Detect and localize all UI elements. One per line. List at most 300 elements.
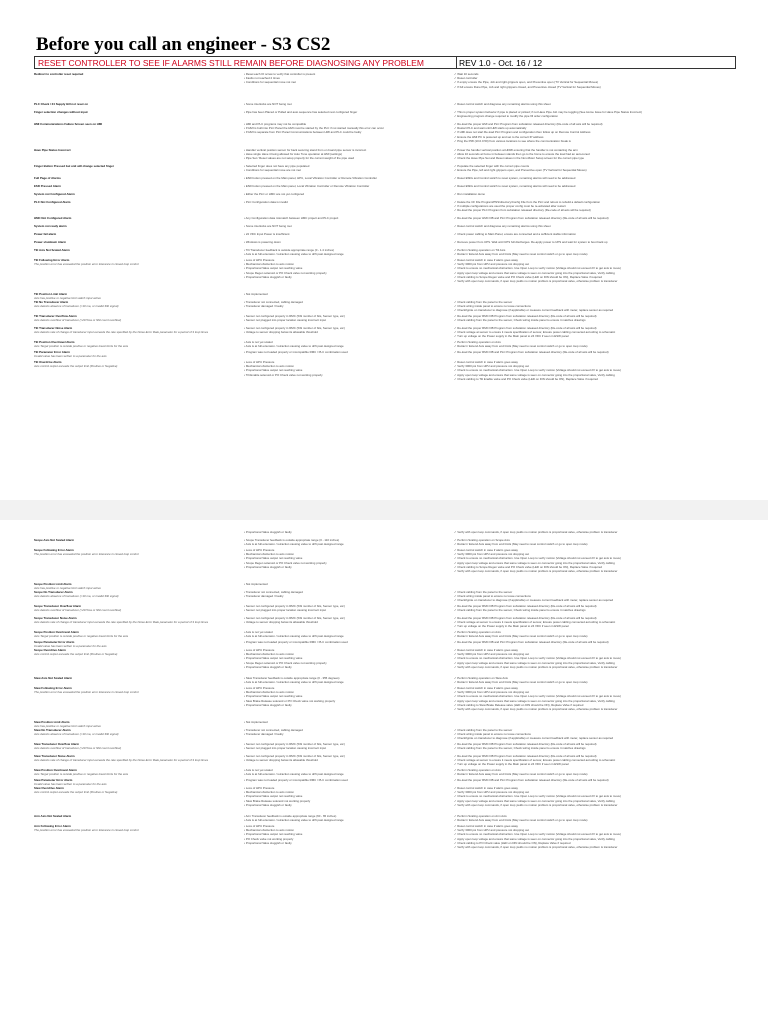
probable-cause-cell (244, 240, 454, 248)
probable-cause-cell (244, 720, 454, 728)
probable-cause-cell (244, 728, 454, 742)
action-line: ✓ Re-load the proper RMC DB and PLC Program from substation released directory (Re-code of all axis will be required) (454, 640, 609, 644)
alarm-name: Tilt Position Limit Alarm (34, 292, 68, 296)
cause-line: • Mechanical obstruction to axis motion (244, 262, 295, 267)
action-line: ✓ Check cabling from the panel to the sensor (454, 300, 513, 304)
alarm-description: Axis has positive or negative limit switch input active (34, 586, 101, 590)
probable-cause-cell (244, 754, 454, 768)
alarm-name: Scope Axis Not Scaled Alarm (34, 538, 75, 542)
alarm-row (34, 530, 734, 538)
alarm-name: Slew Following Error Alarm (34, 686, 72, 690)
action-line: ✓ Re-load the proper RMC DB and PLC Program from substation released directory (Re-code of all axis will be required) (454, 778, 609, 782)
cause-line: • Proportional Valve sluggish or faulty (244, 564, 292, 569)
alarm-name-cell (34, 786, 244, 814)
alarm-description: Axis control output exceeds the output limit (Positive or Negative) (34, 652, 118, 657)
alarm-name: Tilt Parameter Error Alarm (34, 350, 70, 354)
cause-line: • Pipe Set / Reset values are not setup properly for the current weight of the pipe used (244, 156, 355, 161)
document-page-2 (0, 520, 768, 1024)
cause-line: • Loss of HPU Pressure (244, 786, 275, 790)
corrective-action-cell (454, 786, 734, 814)
cause-line: • Slew Brake Release solenoid or PO Check valve not working properly (244, 698, 336, 703)
action-line: ✓ Ping the PMI (10.0.0.50) from various locations to see where the communication break is (454, 138, 571, 143)
probable-cause-cell (244, 630, 454, 640)
action-line: ✓ Verify 3000 psi from HPU and pressure not dropping out (454, 364, 530, 369)
cause-line: • Slew Transducer feedback is outside appropriate range (0 - 355 degrees) (244, 676, 340, 680)
cause-line: • Mechanical obstruction to axis motion (244, 690, 295, 695)
probable-cause-cell (244, 200, 454, 216)
corrective-action-cell (454, 604, 734, 616)
probable-cause-cell (244, 192, 454, 200)
action-line: ✓ Re-load the proper HMI and PLC Program from substation released directory (Re-code of all axis will be required) (454, 122, 603, 126)
action-line: ✓ Apply open loop voltage and ensure that same voltage is seen on connector going into the proportional valve, Verify cabling (454, 560, 615, 565)
corrective-action-cell (454, 314, 734, 326)
action-line: ✓ Check wiring inside panel to ensure no loose connections (454, 304, 531, 309)
alarm-description: Invalid value has been written to a parameter for the axis (34, 354, 107, 359)
cause-line: • Transducer damaged / Faulty (244, 594, 284, 599)
probable-cause-cell (244, 786, 454, 814)
corrective-action-cell (454, 360, 734, 384)
action-line: ✓ Re-load the proper RMC DB Program from substation released directory (Re-code of all axis will be required) (454, 616, 597, 620)
alarm-name: Power shutdown Alarm (34, 240, 67, 244)
corrective-action-cell (454, 630, 734, 640)
action-line: ✓ Perform Scaling operation on Slew Axis (454, 676, 508, 680)
cause-line: • Proportional Valve sluggish or faulty (244, 802, 292, 807)
troubleshooting-table-continued (34, 530, 734, 858)
action-line: ✓ If multiple configurations are used the proper config must be re-activated after restart (454, 204, 566, 209)
alarm-row (34, 742, 734, 754)
probable-cause-cell (244, 292, 454, 300)
action-line: ✓ Retract / Extend Axis away from end limits (May need to reset control switch or go to open loop mode) (454, 542, 588, 547)
alarm-name-cell (34, 350, 244, 360)
action-line: ✓ Verify 3000 psi from HPU and pressure not dropping out (454, 552, 530, 557)
corrective-action-cell (454, 530, 734, 538)
alarm-name-cell (34, 326, 244, 340)
cause-line: • Proportional Valve output not reaching valve (244, 832, 303, 837)
action-line: ✓ If full ensure Rune Pipe, Job and right grippers closed, and Preventive closed (TV Vertical for Sequential Moves) (454, 84, 601, 89)
action-line: ✓ If HMI does not start Re-load PLC Program and configuration then follow up on Remote Control Address (454, 130, 591, 135)
action-line: ✓ Check cabling to Scope Regen valve and PO Check valve (LED on DIN should be ON), Replace Valve if required (454, 564, 602, 569)
cause-line: • Sensor not configured properly in RMC (SSI number of bits, Sensor type, etc) (244, 604, 345, 608)
action-line: ✓ Check wiring inside panel to ensure no loose connections (454, 594, 531, 599)
action-line: ✓ Check to ensure no mechanical obstruction. Use Open Loop to verify motion (Voltage should not exceed 2V to get axis to move) (454, 794, 621, 799)
action-line: ✓ Check cabling from the panel to the sensor (454, 590, 513, 594)
action-line: ✓ Perform Scaling operation on Tilt Axis (454, 248, 506, 252)
probable-cause-cell (244, 676, 454, 686)
alarm-row (34, 184, 734, 192)
cause-line: • Scope Regen solenoid or PO Check valve not working properly (244, 560, 327, 565)
corrective-action-cell (454, 582, 734, 590)
corrective-action-cell (454, 176, 734, 184)
alarm-name: Finger selection changes without input (34, 110, 88, 114)
cause-line: • Scope Regen solenoid or PO Check valve not working properly (244, 270, 327, 275)
action-line: ✓ Check power cabling to Main Panel, ensure are connected and a sufficient stable information (454, 232, 576, 236)
alarm-description: Axis Target position is outside positive or negative travel limits for the axis (34, 772, 129, 777)
alarm-name: Scope Position Limit Alarm (34, 582, 72, 586)
corrective-action-cell (454, 184, 734, 192)
probable-cause-cell (244, 648, 454, 676)
corrective-action-cell (454, 720, 734, 728)
probable-cause-cell (244, 122, 454, 148)
probable-cause-cell (244, 768, 454, 778)
alarm-row (34, 200, 734, 216)
alarm-name: Power fail alarm (34, 232, 57, 236)
action-line: ✓ Verify with open loop commands, if open loop yields no motion problem is proportional valve, otherwise problem is transducer (454, 664, 618, 669)
cause-line: • Voltage to sensor dropping below its allowable threshold (244, 758, 318, 763)
alarm-description: Axis detects overflow of transducer (>20.5ma or SSI count overflow) (34, 608, 122, 613)
probable-cause-cell (244, 814, 454, 824)
cause-line: • Either the PLC or HMC are not yet configured (244, 192, 305, 196)
alarm-name-cell (34, 110, 244, 122)
cause-line: • Sensor not configured properly in RMC (SSI number of bits, Sensor type, etc) (244, 314, 345, 318)
corrective-action-cell (454, 538, 734, 548)
alarm-description: Invalid value has been written to a parameter for the axis (34, 782, 107, 786)
alarm-row (34, 292, 734, 300)
action-line: ✓ Verify with open loop commands, if open loop yields no motion problem is proportional valve, otherwise problem is transducer (454, 279, 618, 284)
alarm-description: Axis Target position is outside positive or negative travel limits for the axis (34, 344, 129, 349)
cause-line: • Windows is powering down (244, 240, 281, 244)
alarm-name-cell (34, 630, 244, 640)
cause-line: • Loss of HPU Pressure (244, 648, 275, 652)
alarm-name-cell (34, 768, 244, 778)
cause-line: • Voltage to sensor dropping below its allowable threshold (244, 330, 318, 335)
action-line: ✓ Re-load the proper RMC DB Program from substation released directory (Re-code of all axis will be required) (454, 754, 597, 758)
alarm-name: Tilt No Transducer Alarm (34, 300, 69, 304)
alarm-description: Axis detects absence of transducer (<10 ma, or invalid SSI signal) (34, 732, 119, 737)
alarm-name: Slew Overdrive Alarm (34, 786, 64, 790)
corrective-action-cell (454, 192, 734, 200)
cause-line: • Program was not loaded properly or incompatible RMC / PLC combination used (244, 640, 348, 644)
cause-line: • Loss of HPU Pressure (244, 258, 275, 262)
probable-cause-cell (244, 110, 454, 122)
alarm-description: Axis detects rate of change of transducer input exceeds the rate specified by the Noise Error Rate parameter for a period of 3 loop times (34, 330, 209, 335)
action-line: ✓ Reset ESDs and Control switch to reset system, remaining alarms will need to be addressed (454, 184, 576, 188)
alarm-row (34, 616, 734, 630)
cause-line: • Conditions for sequential move are not met (244, 168, 301, 173)
cause-line: • Sensor not configured properly in RMC (SSI number of bits, Sensor type, etc) (244, 754, 345, 758)
alarm-row (34, 110, 734, 122)
alarm-name-cell (34, 754, 244, 768)
corrective-action-cell (454, 300, 734, 314)
cause-line: • Axis is at full extension / retraction causing value to drift past designed range (244, 344, 344, 349)
alarm-row (34, 192, 734, 200)
document-title: Before you call an engineer - S3 CS2 (36, 34, 331, 55)
alarm-name: Scope Overdrive Alarm (34, 648, 66, 652)
cause-line: • Proportional Valve sluggish or faulty (244, 840, 292, 845)
alarm-name-cell (34, 548, 244, 582)
alarm-row (34, 314, 734, 326)
alarm-name: Redirect to controller reset required (34, 72, 84, 76)
cause-line: • ESD button pressed on the Main panel, HPU, Local Vibration Controller or Remote Vibration Controller (244, 176, 377, 180)
alarm-row (34, 686, 734, 720)
cause-line: • Mechanical obstruction to axis motion (244, 364, 295, 369)
cause-line: • If HMI is separate from PLC Panel Communications between HMI and PLC could be faulty (244, 130, 362, 135)
cause-line: • Axis is not yet scaled (244, 768, 273, 772)
alarm-name: Arm Axis Not Scaled Alarm (34, 814, 72, 818)
action-line: ✓ Retract / Extend Axis away from end limits (May need to reset control switch or go to open loop mode) (454, 634, 588, 639)
action-line: ✓ Re-load the proper RMC DB and PLC Program from substation released directory (Re-code of all axis will be required) (454, 350, 609, 354)
alarm-row (34, 582, 734, 590)
action-line: ✓ If empty ensure the Pipe, Job and right grippers open, and Preventive open (TV Vertical for Sequential Moves) (454, 80, 599, 85)
cause-line: • Transducer not connected, cabling damaged (244, 300, 303, 304)
action-line: ✓ Re-load the proper RMC DB Program from substation released directory (Re-code of all axis will be required) (454, 314, 597, 318)
alarm-name-cell (34, 164, 244, 176)
action-line: ✓ Power the handler vertical position at HDMI ensuring that the handler is not contacting the arm (454, 148, 578, 152)
alarm-name: Slew Transducer Overflow Alarm (34, 742, 80, 746)
probable-cause-cell (244, 314, 454, 326)
alarm-name-cell (34, 314, 244, 326)
alarm-name-cell (34, 538, 244, 548)
action-line: ✓ Verify 3000 psi from HPU and pressure not dropping out (454, 262, 530, 267)
alarm-row (34, 768, 734, 778)
action-line: ✓ Re-load the proper PLC Program from substation released directory (Re-code of all axis will be required) (454, 208, 591, 213)
alarm-row (34, 148, 734, 164)
revision-label: REV 1.0 - Oct. 16 / 12 (456, 57, 542, 68)
action-line: ✓ Verify with open loop commands, if open loop yields no motion problem is proportional valve, otherwise problem is transducer (454, 802, 618, 807)
alarm-name-cell (34, 720, 244, 728)
warning-banner (34, 56, 736, 69)
probable-cause-cell (244, 340, 454, 350)
corrective-action-cell (454, 778, 734, 786)
action-line: ✓ Delete the CF File Program/PNS/directory/Config File from the PLC and reboot to rebuild a default configuration (454, 200, 601, 204)
alarm-row (34, 754, 734, 768)
action-line: ✓ Verify 3000 psi from HPU and pressure not dropping out (454, 790, 530, 795)
alarm-name-cell (34, 240, 244, 248)
action-line: ✓ Verify with open loop commands, if open loop yields no motion problem is proportional valve, otherwise problem is transducer (454, 569, 618, 574)
probable-cause-cell (244, 216, 454, 224)
corrective-action-cell (454, 200, 734, 216)
alarm-row (34, 258, 734, 292)
alarm-name: Tilt Overdrive Alarm (34, 360, 62, 364)
action-line: ✓ Check the Have Pipe Set and Reset values in the Non-Motor Setup screen for the correct pipe type (454, 156, 584, 161)
cause-line: • 24 VDC Input Power is insufficient (244, 232, 290, 236)
corrective-action-cell (454, 590, 734, 604)
action-line: ✓ Perform Scaling operation on Axis (454, 630, 501, 634)
alarm-name-cell (34, 616, 244, 630)
alarm-name: ESD Pressed Alarm (34, 184, 61, 188)
action-line: ✓ Check to ensure no mechanical obstruction. Use Open Loop to verify motion (Voltage should not exceed 2V to get axis to move) (454, 694, 621, 699)
cause-line: • Mechanical obstruction to axis motion (244, 828, 295, 833)
action-line: ✓ Check cabling from the panel to the sensor (454, 728, 513, 732)
alarm-name-cell (34, 292, 244, 300)
alarm-name: HMC Not Configured Alarm (34, 216, 72, 220)
alarm-name-cell (34, 582, 244, 590)
probable-cause-cell (244, 590, 454, 604)
cause-line: • Scope Transducer feedback is outside appropriate range (0 - 110 inches) (244, 538, 340, 542)
action-line: ✓ Check voltage at sensor to ensure it meets specification of sensor, Ensure power cabling connected according to schematic (454, 758, 616, 763)
alarm-name-cell (34, 824, 244, 858)
alarm-name: Slew Transducer Noise Alarm (34, 754, 75, 758)
cause-line: • PO Check valve not working properly (244, 836, 294, 841)
alarm-name-cell (34, 604, 244, 616)
corrective-action-cell (454, 248, 734, 258)
corrective-action-cell (454, 326, 734, 340)
probable-cause-cell (244, 604, 454, 616)
alarm-description: The position error has exceeded the position error tolerance in closed loop control (34, 262, 139, 267)
action-line: ✓ Retract / Extend Axis away from end limits (May need to reset control switch or go to open loop mode) (454, 680, 588, 685)
action-line: ✓ Retract / Extend Axis away from end limits (May need to reset control switch or go to open loop mode) (454, 818, 588, 823)
alarm-description: Axis detects rate of change of transducer input exceeds the rate specified by the Noise Error Rate parameter for a period of 3 loop times (34, 758, 209, 763)
alarm-row (34, 232, 734, 240)
alarm-row (34, 326, 734, 340)
cause-line: • Not implemented (244, 582, 268, 586)
alarm-name-cell (34, 122, 244, 148)
action-line: ✓ Check wiring inside panel to ensure no loose connections (454, 732, 531, 737)
probable-cause-cell (244, 616, 454, 630)
cause-line: • Proportional Valve sluggish or faulty (244, 274, 292, 279)
alarm-name-cell (34, 530, 244, 538)
action-line: ✓ Check cabling from the panel to the sensor, Check wiring inside panel to ensure it matches drawings (454, 608, 586, 613)
corrective-action-cell (454, 216, 734, 224)
alarm-row (34, 676, 734, 686)
cause-line: • Loss of HPU Pressure (244, 686, 275, 690)
cause-line: • Some interlocks are NOT being met (244, 224, 292, 228)
probable-cause-cell (244, 742, 454, 754)
alarm-row (34, 340, 734, 350)
alarm-description: Axis detects rate of change of transducer input exceeds the rate specified by the Noise Error Rate parameter for a period of 3 loop times (34, 620, 209, 625)
cause-line: • Conditions for sequential move not met (244, 80, 296, 85)
cause-line: • Some interlocks are NOT being met (244, 102, 292, 106)
cause-line: • Sensor not plugged into proper location causing incorrect input (244, 608, 327, 613)
action-line: ✓ Re-load the proper RMC DB Program from substation released directory (Re-code of all axis will be required) (454, 326, 597, 330)
action-line: ✓ Wait 10 seconds (454, 72, 479, 76)
cause-line: • Proportional Valve output not reaching valve (244, 794, 303, 799)
cause-line: • Any Configuration data mismatch between HMC project and PLC project (244, 216, 339, 220)
alarm-row (34, 538, 734, 548)
action-line: ✓ Retract / Extend Axis away from end limits (May need to reset control switch or go to open loop mode) (454, 772, 588, 777)
alarm-row (34, 248, 734, 258)
alarm-row (34, 216, 734, 224)
probable-cause-cell (244, 176, 454, 184)
alarm-name: Tilt Position Overtravel Alarm (34, 340, 75, 344)
cause-line: • Sensor not plugged into proper location causing incorrect input (244, 746, 327, 751)
probable-cause-cell (244, 538, 454, 548)
alarm-name-cell (34, 686, 244, 720)
alarm-name: Tilt Following Error Alarm (34, 258, 70, 262)
alarm-row (34, 786, 734, 814)
probable-cause-cell (244, 530, 454, 538)
corrective-action-cell (454, 350, 734, 360)
action-line: ✓ Verify with open loop commands, if open loop yields no motion problem is proportional valve, otherwise problem is transducer (454, 530, 618, 534)
alarm-name-cell (34, 778, 244, 786)
cause-line: • Program was not loaded properly or incompatible RMC / PLC combination used (244, 350, 348, 354)
alarm-name-cell (34, 742, 244, 754)
alarm-name-cell (34, 192, 244, 200)
action-line: ✓ Reset control switch in case if alarm goes away (454, 824, 518, 828)
corrective-action-cell (454, 768, 734, 778)
alarm-row (34, 590, 734, 604)
cause-line: • Proportional Valve output not reaching valve (244, 266, 303, 271)
alarm-name: Arm Following Error Alarm (34, 824, 71, 828)
action-line: ✓ Restart PLC and wait until HMI starts up automatically (454, 126, 527, 131)
alarm-name-cell (34, 148, 244, 164)
cause-line: • Transducer not connected, cabling damaged (244, 590, 303, 594)
alarm-name-cell (34, 72, 244, 102)
cause-line: • Axis is at full extension / retraction causing value to drift past designed range (244, 772, 344, 777)
action-line: ✓ Reset controller (454, 76, 478, 81)
action-line: ✓ Check cabling to PO Check valve (LED on DIN should be ON), Replace Valve if required (454, 840, 571, 845)
action-line: ✓ Check to ensure no mechanical obstruction. Use Open Loop to verify motion (Voltage should not exceed 2V to get axis to move) (454, 656, 621, 661)
alarm-name: Have Pipe Status Incorrect (34, 148, 71, 152)
cause-line: • Axis is at full extension / retraction causing value to drift past designed range (244, 634, 344, 639)
probable-cause-cell (244, 258, 454, 292)
alarm-name: Scope Position Overtravel Alarm (34, 630, 79, 634)
alarm-name: Scope Transducer Noise Alarm (34, 616, 77, 620)
corrective-action-cell (454, 742, 734, 754)
alarm-name-cell (34, 216, 244, 224)
alarm-description: Axis detects absence of transducer (<10 ma, or invalid SSI signal) (34, 304, 119, 309)
cause-line: • Selected finger does not have any pipe populated (244, 164, 310, 168)
alarm-name: Tilt Transducer Overflow Alarm (34, 314, 77, 318)
action-line: ✓ Check/Ignite on transducer to diagnose (if applicable) or measure current feedback with meter, replace sensor as required (454, 598, 614, 603)
action-line: ✓ Check cabling to Scope Regen valve and PO Check valve (LED on DIN should be ON), Replace Valve if required (454, 274, 602, 279)
action-line: ✓ Reset control switch in case if alarm goes away (454, 258, 518, 262)
cause-line: • Proportional Valve sluggish or faulty (244, 664, 292, 669)
cause-line: • Axis is not yet scaled (244, 630, 273, 634)
cause-line: • Reset each IO screw to verify that controller is present (244, 72, 316, 76)
corrective-action-cell (454, 102, 734, 110)
corrective-action-cell (454, 72, 734, 102)
alarm-row (34, 728, 734, 742)
reset-warning-text: RESET CONTROLLER TO SEE IF ALARMS STILL REMAIN BEFORE DIAGNOSING ANY PROBLEM (38, 57, 424, 68)
troubleshooting-table (34, 72, 734, 384)
cause-line: • Transducer not connected, cabling damaged (244, 728, 303, 732)
action-line: ✓ Reset control switch and diagnose any remaining alarms using this sheet (454, 102, 551, 106)
cause-line: • Have single Have it being allowed for Auto Tune operation at HMI (settings) (244, 152, 343, 157)
action-line: ✓ Apply open loop voltage and ensure that same voltage is seen on connector going into the proportional valve, Verify cabling (454, 660, 615, 665)
alarm-name-cell (34, 640, 244, 648)
alarm-row (34, 224, 734, 232)
cause-line: • Not implemented (244, 292, 268, 296)
cause-line: • Axis is at full extension / retraction causing value to drift past designed range (244, 818, 344, 823)
alarm-name: System not Configured Alarm (34, 192, 75, 196)
alarm-description: Axis Target position is outside positive or negative travel limits for the axis (34, 634, 129, 639)
cause-line: • Arm Transducer feedback is outside appropriate range (60 - 65 inches) (244, 814, 337, 818)
action-line: ✓ This is proper system behavior if pipe is placed or picked; if not Have Pipe Job may be toggling (See Home Issue for Have Pipe Status Incorrect) (454, 110, 642, 114)
corrective-action-cell (454, 340, 734, 350)
action-line: ✓ Turn up voltage on the Power supply in the Main panel to 24 VDC if seen in ESW panel (454, 334, 569, 339)
cause-line: • Voltage to sensor dropping below its allowable threshold (244, 620, 318, 625)
cause-line: • PLC Configuration data is invalid (244, 200, 288, 204)
cause-line: • HMI and PLC programs may not be compatible (244, 122, 307, 126)
alarm-row (34, 102, 734, 110)
corrective-action-cell (454, 224, 734, 232)
corrective-action-cell (454, 640, 734, 648)
probable-cause-cell (244, 148, 454, 164)
action-line: ✓ Check voltage at sensor to ensure it meets specification of sensor, Ensure power cabling connected according to schematic (454, 330, 616, 335)
action-line: ✓ Verify with open loop commands, if open loop yields no motion problem is proportional valve, otherwise problem is transducer (454, 707, 618, 712)
action-line: ✓ Populate the selected finger with the correct pipe counts (454, 164, 530, 168)
action-line: ✓ Check/Ignite on transducer to diagnose (if applicable) or measure current feedback with meter, replace sensor as required (454, 308, 614, 313)
alarm-description: Axis has positive or negative limit switch input active (34, 724, 101, 728)
probable-cause-cell (244, 548, 454, 582)
action-line: ✓ Apply open loop voltage and ensure that same voltage is seen on connector going into the proportional valve, Verify cabling (454, 372, 615, 377)
alarm-name: Scope Parameter Error Alarm (34, 640, 75, 644)
alarm-name-cell (34, 184, 244, 192)
cause-line: • Loss of HPU Pressure (244, 548, 275, 552)
action-line: ✓ Verify 3000 psi from HPU and pressure not dropping out (454, 652, 530, 657)
alarm-name-cell (34, 676, 244, 686)
alarm-name-cell (34, 814, 244, 824)
action-line: ✓ Check to ensure no mechanical obstruction. Use Open Loop to verify motion (Voltage should not exceed 2V to get axis to move) (454, 266, 621, 271)
corrective-action-cell (454, 616, 734, 630)
corrective-action-cell (454, 686, 734, 720)
cause-line: • If HMI is built into PLC Panel the HMI must be started by the PLC if not started manually this error can occur (244, 126, 384, 131)
alarm-row (34, 360, 734, 384)
action-line: ✓ Reset control switch in case if alarm goes away (454, 360, 518, 364)
action-line: ✓ Allow 10 seconds at home in between stands then go to the home to ensure the load had an auto-tuned (454, 152, 590, 157)
action-line: ✓ Run installation demo (454, 192, 486, 196)
action-line: ✓ Check to ensure no mechanical obstruction. Use Open Loop to verify motion (Voltage should not exceed 2V to get axis to move) (454, 832, 621, 837)
